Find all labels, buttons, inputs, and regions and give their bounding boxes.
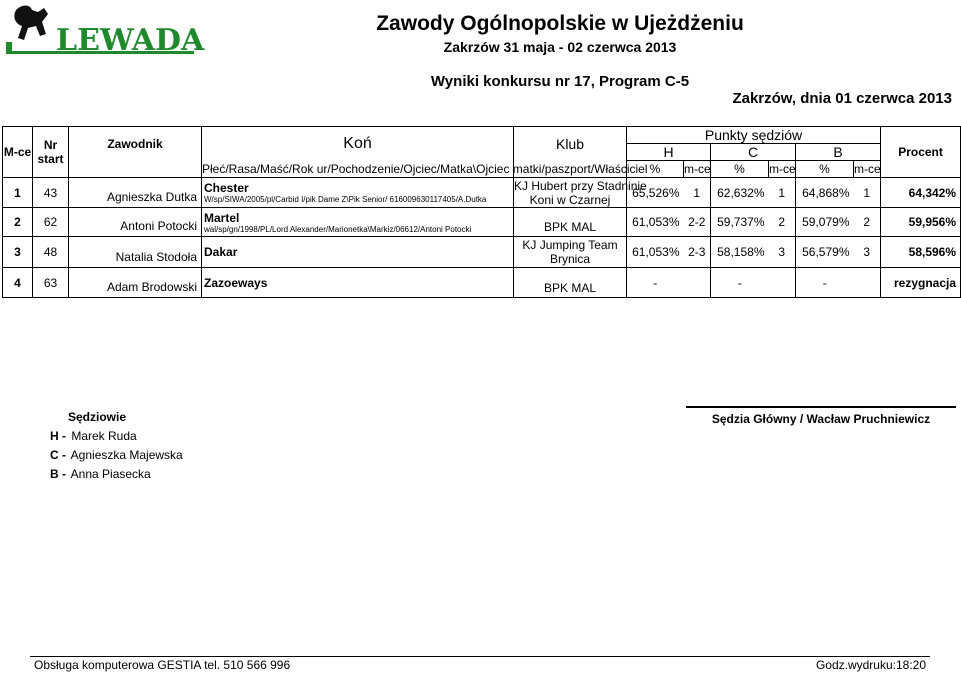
table-row [3, 178, 961, 208]
row-percent: 59,956% [881, 208, 961, 237]
row-club-line2: Brynica [549, 252, 590, 266]
row-nr: 63 [33, 268, 69, 298]
row-nr: 43 [33, 178, 69, 208]
lewada-logo [4, 2, 205, 58]
row-c-pct: - [711, 268, 769, 298]
row-place: 3 [3, 237, 33, 268]
col-club-header: Klub [514, 127, 627, 161]
row-club-line2: Koni w Czarnej [529, 192, 611, 207]
table-row [3, 208, 961, 237]
row-rider: Antoni Potocki [69, 208, 202, 237]
row-place: 1 [3, 178, 33, 208]
row-club-line2: BPK MAL [543, 281, 597, 295]
row-horse-cell [202, 178, 514, 208]
row-c-pct: 59,737% [711, 208, 769, 237]
row-percent: rezygnacja [881, 268, 961, 298]
chief-judge: Sędzia Główny / Wacław Pruchniewicz [711, 412, 931, 426]
row-horse: Dakar [204, 245, 238, 259]
col-percent-header: Procent [881, 127, 961, 178]
row-h-place [684, 268, 711, 298]
judge-position: C - [50, 448, 66, 462]
row-c-pct: 62,632% [711, 178, 769, 208]
row-b-pct: 64,868% [796, 178, 854, 208]
row-b-place [854, 268, 881, 298]
signature-line [686, 406, 956, 408]
row-h-place: 2-3 [684, 237, 711, 268]
row-h-place: 2-2 [684, 208, 711, 237]
judge-name: Agnieszka Majewska [70, 448, 183, 462]
judge-h-header: H [627, 144, 711, 161]
logo-text: LEWADA [56, 23, 205, 58]
c-place-label: m-ce [769, 162, 796, 176]
row-horse: Chester [204, 181, 249, 195]
col-horse-header: Koń [202, 127, 514, 161]
row-nr: 62 [33, 208, 69, 237]
results-subtitle: Wyniki konkursu nr 17, Program C-5 [430, 73, 690, 90]
row-c-place: 3 [769, 237, 796, 268]
col-place-header: M-ce [3, 127, 33, 178]
judge-b-header: B [796, 144, 881, 161]
row-c-place: 1 [769, 178, 796, 208]
row-club-line1: KJ Hubert przy Stadninie [514, 178, 647, 193]
judge-position: H - [50, 429, 66, 443]
row-h-pct: 61,053% [627, 208, 684, 237]
col-nr-header [33, 127, 69, 178]
row-b-place: 2 [854, 208, 881, 237]
row-percent: 64,342% [881, 178, 961, 208]
table-row [3, 237, 961, 268]
table-row [3, 268, 961, 298]
judge-item [50, 429, 183, 448]
h-pct-label: % [627, 161, 684, 178]
row-rider: Adam Brodowski [69, 268, 202, 298]
judge-item [50, 448, 183, 467]
judges-heading: Sędziowie [68, 410, 127, 424]
row-nr: 48 [33, 237, 69, 268]
row-club-line1: KJ Jumping Team [522, 238, 618, 252]
row-rider: Natalia Stodoła [69, 237, 202, 268]
row-place: 2 [3, 208, 33, 237]
c-pct-label: % [711, 161, 769, 178]
row-horse: Zazoeways [204, 275, 268, 290]
row-b-pct: 56,579% [796, 237, 854, 268]
row-c-pct: 58,158% [711, 237, 769, 268]
col-nr-label: Nr [43, 138, 58, 152]
row-percent: 58,596% [881, 237, 961, 268]
row-b-place: 1 [854, 178, 881, 208]
row-h-pct: - [627, 268, 684, 298]
row-c-place: 2 [769, 208, 796, 237]
col-rider-header: Zawodnik [69, 127, 202, 161]
row-b-place: 3 [854, 237, 881, 268]
row-horse-cell [202, 237, 514, 268]
subheader-row [3, 161, 961, 178]
row-place: 4 [3, 268, 33, 298]
row-h-place: 1 [684, 178, 711, 208]
row-horse-details: wal/sp/gn/1998/PL/Lord Alexander/Marionetka\Markiz/06612/Antoni Potocki [204, 224, 472, 234]
footer-credits: Obsługa komputerowa GESTIA tel. 510 566 996 [34, 658, 291, 672]
row-horse: Martel [204, 210, 240, 225]
row-horse-cell [202, 208, 514, 237]
row-h-pct: 65,526% [627, 178, 684, 208]
horse-subheader: Płeć/Rasa/Maść/Rok ur/Pochodzenie/Ojciec/Matka\Ojciec matki/paszport/Właściciel [202, 161, 648, 176]
row-club-cell [514, 208, 627, 237]
row-b-pct: 59,079% [796, 208, 854, 237]
judge-name: Marek Ruda [71, 429, 137, 443]
row-h-pct: 61,053% [627, 237, 684, 268]
row-b-pct: - [796, 268, 854, 298]
footer-divider [30, 656, 930, 657]
judges-list [50, 410, 183, 486]
event-dates: Zakrzów 31 maja - 02 czerwca 2013 [443, 39, 677, 55]
b-pct-label: % [796, 161, 854, 178]
h-place-label: m-ce [684, 162, 711, 176]
judges-group-header: Punkty sędziów [627, 127, 881, 144]
page-title: Zawody Ogólnopolskie w Ujeżdżeniu [376, 12, 744, 35]
col-start-label: start [37, 152, 64, 166]
judge-c-header: C [711, 144, 796, 161]
row-horse-cell [202, 268, 514, 298]
row-rider: Agnieszka Dutka [69, 178, 202, 208]
row-horse-details: W/sp/SIWA/2005/pl/Carbid I/pik Dame Z\Pik Senior/ 616009630117405/A.Dutka [204, 195, 487, 204]
row-club-cell [514, 268, 627, 298]
row-c-place [769, 268, 796, 298]
header-row [3, 127, 961, 144]
results-table [2, 126, 961, 298]
judge-position: B - [50, 467, 66, 481]
row-club-cell [514, 237, 627, 268]
print-time: Godz.wydruku:18:20 [815, 658, 926, 672]
judge-item [50, 467, 183, 486]
judge-name: Anna Piasecka [70, 467, 151, 481]
row-club-line2: BPK MAL [543, 220, 597, 234]
b-place-label: m-ce [854, 162, 881, 176]
row-club-cell [514, 178, 647, 208]
place-date: Zakrzów, dnia 01 czerwca 2013 [732, 90, 952, 107]
